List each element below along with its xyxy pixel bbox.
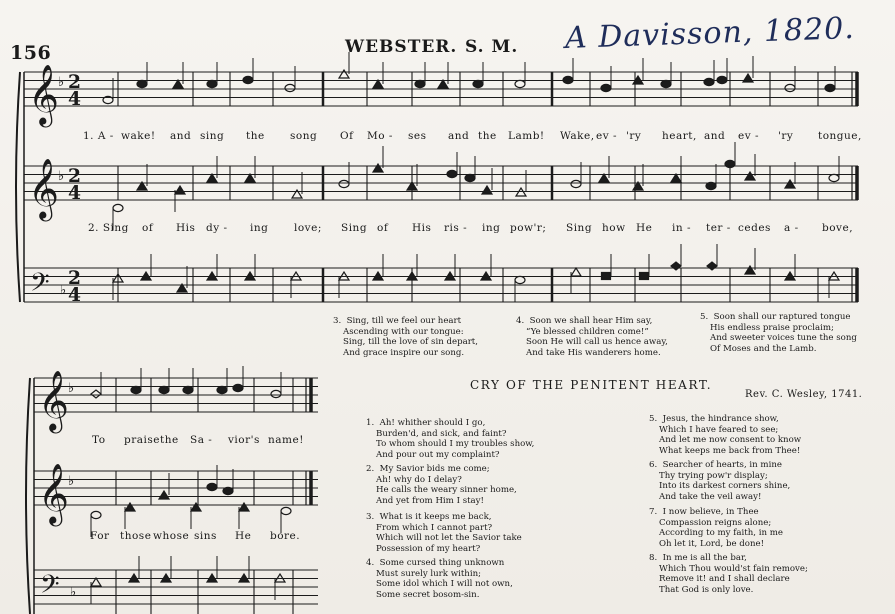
lyric-syllable: His xyxy=(176,222,196,234)
triangle-note-icon xyxy=(159,491,169,499)
oval-note-icon xyxy=(339,180,349,187)
oval-note-icon xyxy=(829,174,839,181)
oval-note-icon xyxy=(415,80,425,87)
stanza-line: And let me now consent to know xyxy=(659,435,802,445)
treble-clef-icon: 𝄞 xyxy=(38,370,70,431)
triangle-note-icon xyxy=(785,180,795,188)
oval-note-icon xyxy=(183,386,193,393)
flat-icon: ♭ xyxy=(58,169,65,184)
lyric-syllable: ses xyxy=(408,130,427,142)
flat-icon: ♭ xyxy=(58,75,65,90)
stanza-line: Compassion reigns alone; xyxy=(659,517,772,528)
stanza-line: And pour out my complaint? xyxy=(376,449,500,460)
lyric-syllable: ing xyxy=(250,222,269,234)
oval-note-icon xyxy=(601,84,611,91)
lyric-line-continuation-1 xyxy=(0,434,330,448)
stanza-line: Which Thou would'st fain remove; xyxy=(659,563,808,574)
stanza-line: 5. Jesus, the hindrance show, xyxy=(649,414,779,424)
triangle-note-icon xyxy=(207,174,217,182)
stanza-line: What keeps me back from Thee! xyxy=(659,445,801,456)
lyric-syllable: Mo - xyxy=(367,130,393,142)
hymn2-author: Rev. C. Wesley, 1741. xyxy=(745,389,863,400)
lyric-syllable: To xyxy=(92,434,106,446)
lyric-syllable: Sing xyxy=(566,222,593,234)
triangle-note-icon xyxy=(482,186,492,194)
lyric-syllable: ter - xyxy=(706,222,731,234)
hymn2-stanza-7 xyxy=(649,507,783,549)
stanza-line: 7. I now believe, in Thee xyxy=(649,507,759,517)
oval-note-icon xyxy=(661,80,671,87)
triangle-note-icon xyxy=(239,503,249,511)
lyric-syllable: 2. Sing xyxy=(88,222,129,234)
time-signature-bottom: 4 xyxy=(68,284,82,306)
stanza-line: Of Moses and the Lamb. xyxy=(710,343,817,354)
diamond-note-icon xyxy=(671,262,681,270)
stanza-line: 1. Ah! whither should I go, xyxy=(366,418,486,428)
stanza-5 xyxy=(700,312,857,354)
lyric-syllable: Sa - xyxy=(190,434,213,446)
oval-note-icon xyxy=(281,507,291,514)
lyric-syllable: ev - xyxy=(738,130,760,142)
time-signature-top: 2 xyxy=(68,165,82,187)
triangle-note-icon xyxy=(245,174,255,182)
lyric-syllable: bore. xyxy=(270,530,301,542)
time-signature-top: 2 xyxy=(68,71,82,93)
stanza-line: And take the veil away! xyxy=(659,491,762,502)
triangle-note-icon xyxy=(191,503,201,511)
stanza-line: 8. In me is all the bar, xyxy=(649,553,747,563)
stanza-line: Into its darkest corners shine, xyxy=(659,481,791,491)
lyric-line-verse-1 xyxy=(0,130,895,144)
lyric-syllable: in - xyxy=(672,222,692,234)
oval-note-icon xyxy=(137,80,147,87)
lyric-syllable: For xyxy=(90,530,110,542)
lyric-syllable: sing xyxy=(200,130,225,142)
hymn2-stanza-4 xyxy=(366,558,513,600)
lyric-syllable: name! xyxy=(268,434,304,446)
hymn2-stanza-5 xyxy=(649,414,801,456)
lyric-syllable: vior's xyxy=(228,434,260,446)
lyric-syllable: sins xyxy=(194,530,217,542)
diamond-note-icon xyxy=(707,262,717,270)
triangle-note-icon xyxy=(438,80,448,88)
stanza-line: And grace inspire our song. xyxy=(343,347,465,358)
lyric-syllable: of xyxy=(142,222,154,234)
oval-note-icon xyxy=(271,390,281,397)
stanza-line: He calls the weary sinner home, xyxy=(376,485,517,495)
lyric-syllable: Of xyxy=(340,130,354,142)
flat-icon: ♭ xyxy=(70,585,77,600)
lyric-syllable: Wake, xyxy=(560,130,595,142)
hymn-meter: S. M. xyxy=(465,37,519,57)
stanza-line: And sweeter voices tune the song xyxy=(710,333,857,343)
stanza-line: According to my faith, in me xyxy=(659,528,783,538)
lyric-syllable: wake! xyxy=(121,130,156,142)
time-signature-top: 2 xyxy=(68,267,82,289)
lyric-syllable: how xyxy=(602,222,626,234)
treble-clef-icon: 𝄞 xyxy=(28,64,60,125)
triangle-note-icon xyxy=(571,268,581,276)
lyric-syllable: song xyxy=(290,130,318,142)
treble-clef-icon: 𝄞 xyxy=(38,463,70,524)
lyric-syllable: the xyxy=(478,130,497,142)
lyric-syllable: praise xyxy=(124,434,160,446)
lyric-syllable: ing xyxy=(482,222,501,234)
oval-note-icon xyxy=(207,80,217,87)
flat-icon: ♭ xyxy=(68,474,75,489)
lyric-syllable: tongue, xyxy=(818,130,862,142)
lyric-syllable: 1. A - xyxy=(83,130,114,142)
lyric-syllable: cedes xyxy=(738,222,771,234)
triangle-note-icon xyxy=(175,186,185,194)
bass-clef-icon: 𝄢 xyxy=(40,570,60,606)
diamond-note-icon xyxy=(91,390,101,398)
stanza-3 xyxy=(333,316,478,358)
page-number: 156 xyxy=(10,42,52,64)
oval-note-icon xyxy=(704,78,714,85)
oval-note-icon xyxy=(131,386,141,393)
stanza-line: 3. What is it keeps me back, xyxy=(366,512,492,522)
lyric-syllable: and xyxy=(704,130,726,142)
lyric-syllable: His xyxy=(412,222,432,234)
stanza-line: And yet from Him I stay! xyxy=(376,495,484,506)
oval-note-icon xyxy=(725,160,735,167)
lyric-syllable: a - xyxy=(784,222,799,234)
hymn2-stanza-3 xyxy=(366,512,522,554)
triangle-note-icon xyxy=(91,578,101,586)
lyric-syllable: He xyxy=(636,222,653,234)
oval-note-icon xyxy=(233,384,243,391)
oval-note-icon xyxy=(825,84,835,91)
hymn2-stanza-8 xyxy=(649,553,808,595)
bass-clef-icon: 𝄢 xyxy=(30,268,50,304)
triangle-note-icon xyxy=(599,174,609,182)
handwritten-composer-note: A Davisson, 1820. xyxy=(564,10,856,57)
lyric-syllable: ris - xyxy=(444,222,468,234)
oval-note-icon xyxy=(91,511,101,518)
oval-note-icon xyxy=(717,76,727,83)
hymn-title: WEBSTER. xyxy=(345,37,458,57)
stanza-4 xyxy=(516,316,668,358)
lyric-syllable: whose xyxy=(153,530,190,542)
oval-note-icon xyxy=(207,483,217,490)
oval-note-icon xyxy=(785,84,795,91)
oval-note-icon xyxy=(217,386,227,393)
stanza-line: And take His wanderers home. xyxy=(526,347,661,358)
oval-note-icon xyxy=(113,204,123,211)
triangle-note-icon xyxy=(173,80,183,88)
stanza-line: Which will not let the Savior take xyxy=(376,533,522,543)
triangle-note-icon xyxy=(373,164,383,172)
oval-note-icon xyxy=(159,386,169,393)
triangle-note-icon xyxy=(339,70,349,78)
stanza-line: 3. Sing, till we feel our heart xyxy=(333,316,462,326)
lyric-syllable: He xyxy=(235,530,252,542)
stanza-line: 5. Soon shall our raptured tongue xyxy=(700,312,851,322)
stanza-line: Some secret bosom-sin. xyxy=(376,589,480,600)
stanza-line: His endless praise proclaim; xyxy=(710,322,834,333)
oval-note-icon xyxy=(706,182,716,189)
system-brace xyxy=(16,72,20,302)
stanza-line: Ascending with our tongue: xyxy=(343,326,464,337)
oval-note-icon xyxy=(285,84,295,91)
hymn2-stanza-6 xyxy=(649,460,790,502)
stanza-line: Some idol which I will not own, xyxy=(376,579,513,589)
triangle-note-icon xyxy=(745,266,755,274)
lyric-line-continuation-2 xyxy=(0,530,330,544)
lyric-syllable: dy - xyxy=(206,222,228,234)
lyric-syllable: bove, xyxy=(822,222,854,234)
treble-clef-icon: 𝄞 xyxy=(28,158,60,219)
triangle-note-icon xyxy=(745,172,755,180)
triangle-note-icon xyxy=(125,503,135,511)
oval-note-icon xyxy=(243,76,253,83)
oval-note-icon xyxy=(563,76,573,83)
lyric-syllable: 'ry xyxy=(778,130,794,142)
oval-note-icon xyxy=(465,174,475,181)
flat-icon: ♭ xyxy=(68,381,75,396)
lyric-line-verse-2 xyxy=(0,222,895,236)
triangle-note-icon xyxy=(373,80,383,88)
oval-note-icon xyxy=(473,80,483,87)
lyric-syllable: those xyxy=(120,530,152,542)
stanza-line: “Ye blessed children come!” xyxy=(526,326,649,337)
square-note-icon xyxy=(602,273,611,280)
stanza-line: Ah! why do I delay? xyxy=(376,474,462,485)
oval-note-icon xyxy=(571,180,581,187)
lyric-syllable: and xyxy=(170,130,192,142)
stanza-line: 4. Some cursed thing unknown xyxy=(366,558,505,568)
stanza-line: Remove it! and I shall declare xyxy=(659,574,790,584)
stanza-line: From which I cannot part? xyxy=(376,522,493,533)
square-note-icon xyxy=(640,273,649,280)
flat-icon: ♭ xyxy=(60,283,67,298)
stanza-line: Possession of my heart? xyxy=(376,543,481,554)
stanza-line: Which I have feared to see; xyxy=(659,424,779,435)
oval-note-icon xyxy=(223,487,233,494)
oval-note-icon xyxy=(515,80,525,87)
triangle-note-icon xyxy=(743,74,753,82)
stanza-line: That God is only love. xyxy=(659,584,754,595)
lyric-syllable: 'ry xyxy=(626,130,642,142)
stanza-line: Thy trying pow'r display; xyxy=(659,470,768,481)
lyric-syllable: the xyxy=(160,434,179,446)
lyric-syllable: pow'r; xyxy=(510,222,547,234)
lyric-syllable: the xyxy=(246,130,265,142)
hymn2-stanza-1 xyxy=(366,418,534,460)
lyric-syllable: ev - xyxy=(596,130,618,142)
oval-note-icon xyxy=(515,276,525,283)
lyric-syllable: and xyxy=(448,130,470,142)
stanza-line: Oh let it, Lord, be done! xyxy=(659,538,765,549)
lyric-syllable: heart, xyxy=(662,130,697,142)
triangle-note-icon xyxy=(671,174,681,182)
time-signature-bottom: 4 xyxy=(68,88,82,110)
stanza-line: Sing, till the love of sin depart, xyxy=(343,337,478,347)
stanza-line: Burden'd, and sick, and faint? xyxy=(376,428,507,439)
oval-note-icon xyxy=(447,170,457,177)
lyric-syllable: of xyxy=(377,222,389,234)
stanza-line: 2. My Savior bids me come; xyxy=(366,464,490,474)
lyric-syllable: Sing xyxy=(341,222,368,234)
system-brace xyxy=(26,378,30,614)
stanza-line: Soon He will call us hence away, xyxy=(526,337,668,347)
stanza-line: Must surely lurk within; xyxy=(376,568,482,579)
stanza-line: 4. Soon we shall hear Him say, xyxy=(516,316,653,326)
stanza-line: To whom should I my troubles show, xyxy=(376,439,535,449)
stanza-line: 6. Searcher of hearts, in mine xyxy=(649,460,782,470)
lyric-syllable: love; xyxy=(294,222,322,234)
lyric-syllable: Lamb! xyxy=(508,130,545,142)
hymn2-title: CRY OF THE PENITENT HEART. xyxy=(470,378,713,392)
time-signature-bottom: 4 xyxy=(68,182,82,204)
hymn2-stanza-2 xyxy=(366,464,517,506)
